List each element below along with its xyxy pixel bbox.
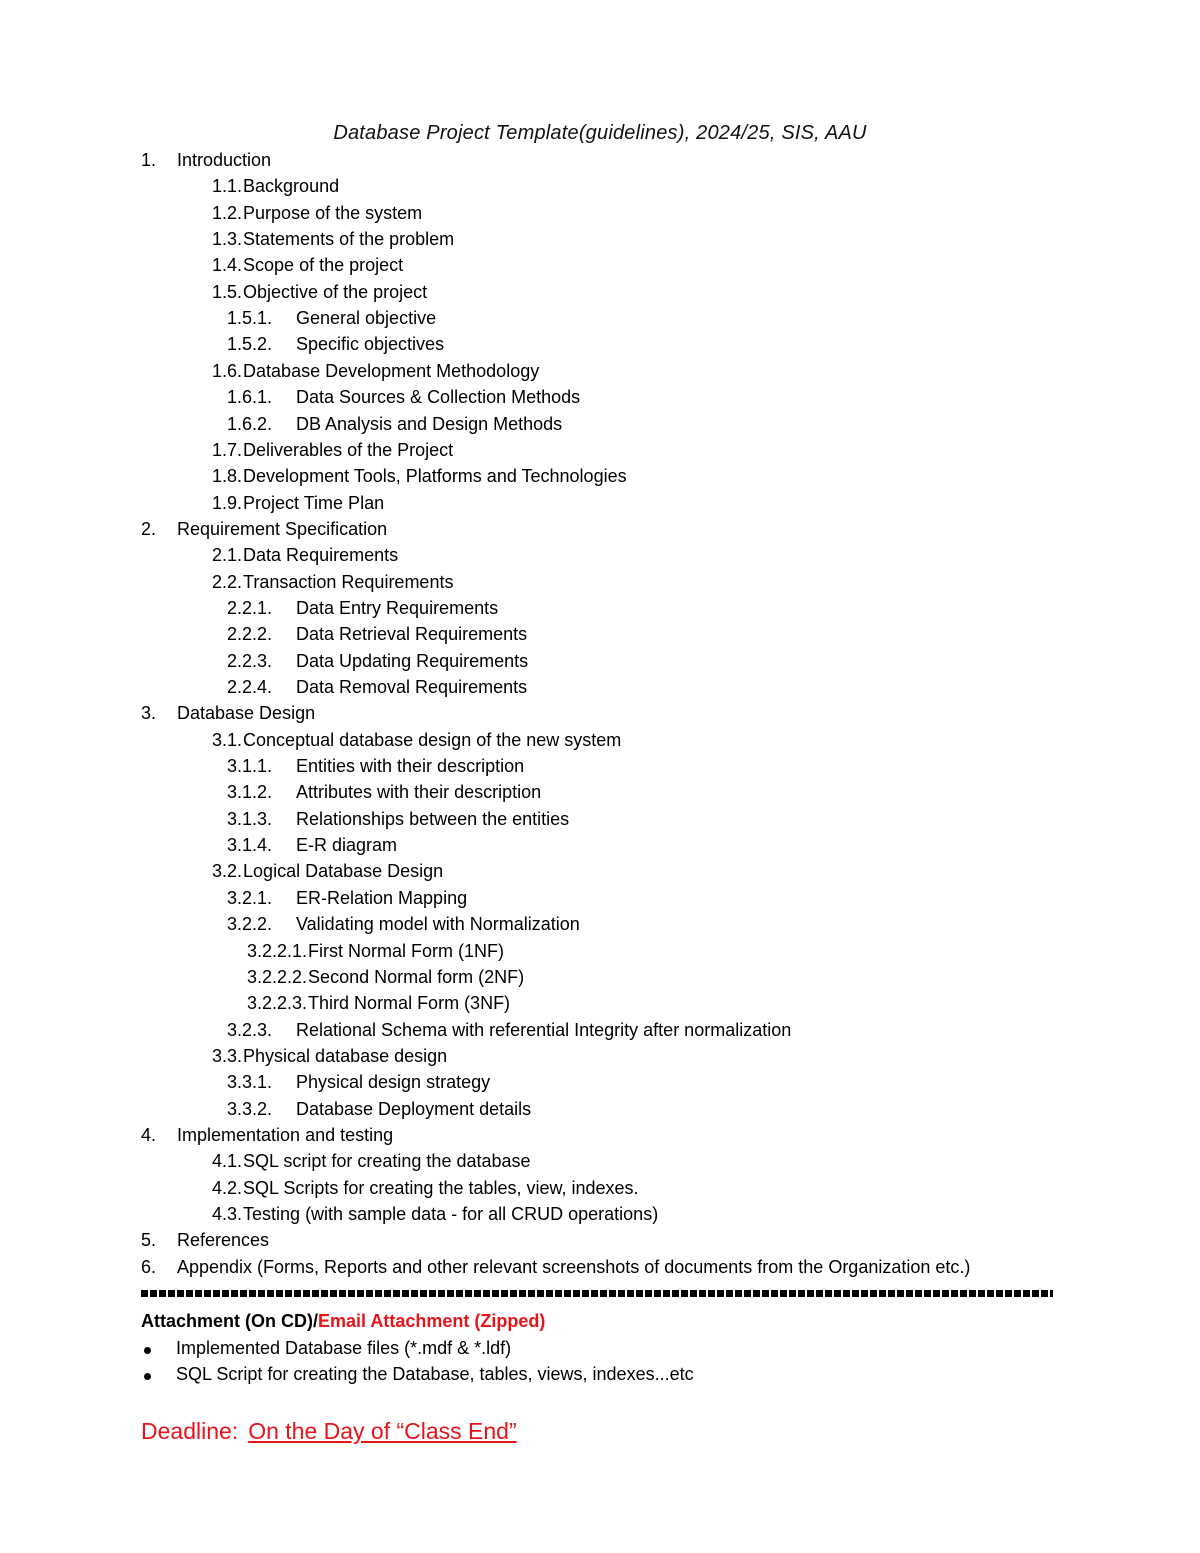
toc-text: SQL Scripts for creating the tables, view, indexes.	[243, 1177, 639, 1198]
toc-number: 4.3.	[212, 1204, 243, 1224]
toc-text: Testing (with sample data - for all CRUD operations)	[243, 1204, 659, 1224]
toc-text: References	[177, 1230, 270, 1251]
toc-text: Data Updating Requirements	[296, 650, 529, 671]
toc-number: 1.	[141, 150, 157, 170]
toc-number: 4.2.	[212, 1177, 243, 1198]
toc-text: Objective of the project	[243, 281, 428, 302]
toc-number: 3.2.	[212, 861, 243, 882]
toc-number: 1.3.	[212, 229, 243, 250]
toc-number: 2.1.	[212, 545, 243, 566]
toc-number: 3.3.2.	[227, 1098, 273, 1119]
toc-number: 1.7.	[212, 439, 243, 460]
deadline-label: Deadline:	[141, 1418, 239, 1444]
toc-text: Purpose of the system	[243, 202, 423, 223]
toc-number: 3.2.2.1.	[247, 940, 308, 961]
toc-number: 3.3.1.	[227, 1072, 273, 1093]
toc-number: 1.2.	[212, 202, 243, 223]
toc-number: 2.2.1.	[227, 597, 273, 618]
toc-text: Logical Database Design	[243, 861, 444, 882]
toc-text: Database Design	[177, 703, 316, 724]
toc-text: ER-Relation Mapping	[296, 887, 468, 908]
toc-text: Data Removal Requirements	[296, 677, 528, 697]
toc-text: Second Normal form (2NF)	[308, 966, 525, 987]
toc-number: 5.	[141, 1230, 157, 1251]
toc-number: 1.6.	[212, 360, 243, 381]
toc-number: 3.1.4.	[227, 835, 273, 856]
toc-number: 3.1.2.	[227, 782, 273, 803]
document-title: Database Project Template(guidelines), 2024/25, SIS, AAU	[333, 122, 867, 144]
toc-number: 1.8.	[212, 466, 243, 487]
toc-number: 3.2.2.2.	[247, 966, 308, 987]
separator-line	[141, 1290, 1053, 1297]
toc-text: Physical database design	[243, 1045, 448, 1066]
list-item-text: SQL Script for creating the Database, tables, views, indexes...etc	[176, 1364, 694, 1384]
toc-text: Database Development Methodology	[243, 360, 540, 381]
email-attachment-label: Email Attachment (Zipped)	[318, 1311, 546, 1331]
toc-number: 2.2.	[212, 571, 243, 592]
toc-number: 1.6.1.	[227, 387, 273, 408]
toc-text: Physical design strategy	[296, 1072, 491, 1093]
toc-text: First Normal Form (1NF)	[308, 940, 505, 961]
toc-text: Relationships between the entities	[296, 808, 570, 829]
toc-text: Specific objectives	[296, 334, 445, 355]
attachment-label: Attachment (On CD)/	[141, 1311, 318, 1331]
toc-text: Data Entry Requirements	[296, 597, 499, 618]
toc-number: 4.1.	[212, 1151, 243, 1172]
toc-text: DB Analysis and Design Methods	[296, 413, 563, 434]
toc-number: 2.2.4.	[227, 677, 273, 697]
toc-number: 1.4.	[212, 255, 243, 276]
toc-number: 3.	[141, 703, 157, 724]
toc-number: 1.5.1.	[227, 308, 273, 329]
toc-text: Transaction Requirements	[243, 571, 454, 592]
toc-text: Introduction	[177, 150, 272, 170]
toc-number: 1.1.	[212, 176, 243, 197]
toc-text: Entities with their description	[296, 756, 525, 777]
toc-text: E-R diagram	[296, 835, 398, 856]
toc-text: Deliverables of the Project	[243, 439, 454, 460]
toc-number: 2.2.2.	[227, 624, 273, 645]
toc-number: 3.2.2.3.	[247, 993, 308, 1014]
bullet-icon	[144, 1373, 151, 1380]
toc-number: 6.	[141, 1256, 157, 1277]
toc-text: Background	[243, 176, 340, 197]
bullet-icon	[144, 1347, 151, 1354]
toc-text: Database Deployment details	[296, 1098, 532, 1119]
toc-number: 3.1.3.	[227, 808, 273, 829]
toc-number: 1.9.	[212, 492, 243, 513]
toc-number: 4.	[141, 1124, 157, 1145]
toc-text: Requirement Specification	[177, 518, 388, 539]
toc-number: 2.	[141, 518, 157, 539]
toc-number: 2.2.3.	[227, 650, 273, 671]
toc-number: 3.1.	[212, 729, 243, 750]
toc-number: 1.5.	[212, 281, 243, 302]
deadline	[141, 1418, 517, 1445]
toc-number: 3.3.	[212, 1045, 243, 1066]
toc-text: Statements of the problem	[243, 229, 455, 250]
toc-number: 1.6.2.	[227, 413, 273, 434]
toc-text: Data Retrieval Requirements	[296, 624, 528, 645]
toc-text: Data Requirements	[243, 545, 399, 566]
toc-text: Relational Schema with referential Integrity after normalization	[296, 1019, 792, 1040]
toc-number: 3.2.1.	[227, 887, 273, 908]
toc-number: 3.1.1.	[227, 756, 273, 777]
toc-text: Development Tools, Platforms and Technologies	[243, 466, 627, 487]
toc-text: SQL script for creating the database	[243, 1151, 531, 1172]
toc-number: 3.2.3.	[227, 1019, 273, 1040]
toc-text: Project Time Plan	[243, 492, 385, 513]
deadline-value: On the Day of “Class End”	[248, 1418, 517, 1444]
toc-number: 3.2.2.	[227, 914, 273, 935]
toc-text: Data Sources & Collection Methods	[296, 387, 581, 408]
toc-text: Appendix (Forms, Reports and other relevant screenshots of documents from the Organization etc.)	[177, 1256, 971, 1277]
toc-text: General objective	[296, 308, 437, 329]
toc-text: Conceptual database design of the new system	[243, 729, 622, 750]
toc-text: Attributes with their description	[296, 782, 542, 803]
list-item-text: Implemented Database files (*.mdf & *.ldf)	[176, 1338, 512, 1358]
toc-text: Third Normal Form (3NF)	[308, 993, 511, 1014]
toc-text: Scope of the project	[243, 255, 404, 276]
attachment-heading	[141, 1311, 545, 1332]
toc-text: Implementation and testing	[177, 1124, 394, 1145]
toc-text: Validating model with Normalization	[296, 914, 580, 935]
toc-number: 1.5.2.	[227, 334, 273, 355]
